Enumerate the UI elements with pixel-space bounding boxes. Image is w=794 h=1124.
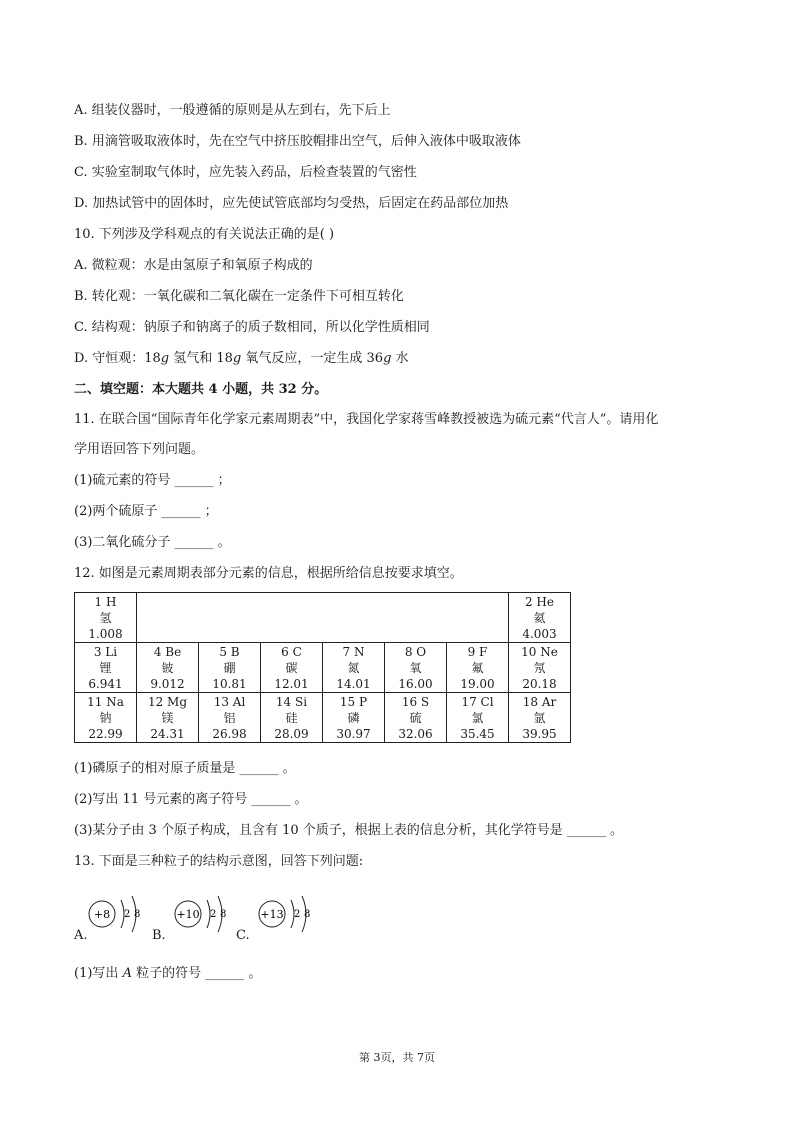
element-mass: 10.81 xyxy=(212,676,247,691)
element-number-symbol: 8 O xyxy=(404,644,427,659)
element-cell xyxy=(509,693,571,743)
nucleus-charge: +8 xyxy=(93,908,111,921)
particle-diagram-a xyxy=(74,892,154,948)
element-mass: 26.98 xyxy=(212,726,247,741)
q11-stem-line1: 11. 在联合国“国际青年化学家元素周期表”中，我国化学家蒋雪峰教授被选为硫元素“代言人”。请用化 xyxy=(74,412,659,427)
element-name: 氖 xyxy=(533,660,546,675)
element-name: 氧 xyxy=(409,660,422,675)
q10-d-prefix: D. 守恒观：18 xyxy=(74,351,161,366)
q9-option-d: D. 加热试管中的固体时，应先使试管底部均匀受热，后固定在药品部位加热 xyxy=(74,196,509,211)
element-cell xyxy=(199,693,261,743)
element-cell xyxy=(75,693,137,743)
element-name: 氯 xyxy=(471,710,484,725)
element-name: 氟 xyxy=(471,660,484,675)
q12-part-3: (3)某分子由 3 个原子构成，且含有 10 个质子，根据上表的信息分析，其化学符号是 ______ 。 xyxy=(74,823,624,838)
element-name: 硼 xyxy=(223,660,236,675)
q11-part-2: (2)两个硫原子 ______ ； xyxy=(74,504,218,519)
element-name: 氩 xyxy=(533,710,546,725)
element-cell xyxy=(323,693,385,743)
particle-label: A. xyxy=(74,928,88,943)
element-cell xyxy=(385,693,447,743)
element-name: 铍 xyxy=(161,660,174,675)
element-number-symbol: 1 H xyxy=(94,594,117,609)
element-name: 氢 xyxy=(99,610,112,625)
element-mass: 12.01 xyxy=(274,676,309,691)
q10-d-unit3: g xyxy=(383,351,392,366)
element-number-symbol: 18 Ar xyxy=(522,694,557,709)
particle-label: C. xyxy=(236,928,250,943)
page-footer: 第 3页，共 7页 xyxy=(359,1051,435,1064)
q13-part-1 xyxy=(74,965,261,983)
element-name: 氮 xyxy=(347,660,360,675)
element-number-symbol: 10 Ne xyxy=(521,644,558,659)
section-heading: 二、填空题：本大题共 4 小题，共 32 分。 xyxy=(74,382,328,397)
element-name: 氦 xyxy=(533,610,546,625)
element-cell xyxy=(261,693,323,743)
periodic-table-row-1 xyxy=(75,593,571,643)
element-mass: 14.01 xyxy=(336,676,371,691)
element-number-symbol: 4 Be xyxy=(153,644,182,659)
element-cell-he xyxy=(509,593,571,643)
element-mass: 1.008 xyxy=(88,626,123,641)
q11-part-1: (1)硫元素的符号 ______ ； xyxy=(74,473,231,488)
element-mass: 32.06 xyxy=(398,726,433,741)
q10-option-d xyxy=(74,350,409,368)
q11-stem-line2: 学用语回答下列问题。 xyxy=(74,442,205,457)
element-mass: 6.941 xyxy=(88,676,123,691)
element-mass: 22.99 xyxy=(88,726,123,741)
element-number-symbol: 15 P xyxy=(339,694,368,709)
element-mass: 16.00 xyxy=(398,676,433,691)
q10-d-mid2: 氧气反应，一定生成 36 xyxy=(241,351,384,366)
periodic-table xyxy=(74,592,571,743)
q13-part-1-var: A xyxy=(122,966,132,981)
element-mass: 4.003 xyxy=(522,626,557,641)
element-mass: 20.18 xyxy=(522,676,557,691)
element-name: 铝 xyxy=(223,710,236,725)
q10-d-unit1: g xyxy=(160,351,170,366)
element-name: 硫 xyxy=(409,710,422,725)
element-name: 锂 xyxy=(99,660,112,675)
particle-label: B. xyxy=(152,928,166,943)
q12-stem: 12. 如图是元素周期表部分元素的信息，根据所给信息按要求填空。 xyxy=(74,566,463,581)
shell-1-electrons: 2 xyxy=(294,909,301,920)
element-number-symbol: 5 B xyxy=(219,644,240,659)
shell-2-electrons: 8 xyxy=(304,909,311,920)
element-cell xyxy=(509,643,571,693)
element-cell xyxy=(447,693,509,743)
shell-2-electrons: 8 xyxy=(220,909,227,920)
element-number-symbol: 14 Si xyxy=(275,694,308,709)
element-cell xyxy=(75,643,137,693)
element-number-symbol: 3 Li xyxy=(93,644,118,659)
element-mass: 30.97 xyxy=(336,726,371,741)
nucleus-charge: +10 xyxy=(176,908,200,921)
empty-cell xyxy=(137,593,199,643)
q10-d-unit2: g xyxy=(232,351,242,366)
element-name: 钠 xyxy=(99,710,112,725)
element-number-symbol: 2 He xyxy=(524,594,554,609)
empty-cell xyxy=(385,593,447,643)
element-mass: 9.012 xyxy=(150,676,185,691)
element-cell-h xyxy=(75,593,137,643)
element-cell xyxy=(323,643,385,693)
shell-1-electrons: 2 xyxy=(124,909,131,920)
periodic-table-row-2 xyxy=(75,643,571,693)
q10-option-a: A. 微粒观：水是由氢原子和氧原子构成的 xyxy=(74,258,313,273)
q9-option-a: A. 组装仪器时，一般遵循的原则是从左到右，先下后上 xyxy=(74,103,391,118)
q10-stem: 10. 下列涉及学科观点的有关说法正确的是( ) xyxy=(74,227,335,242)
nucleus-charge: +13 xyxy=(260,908,284,921)
particle-diagram-c xyxy=(236,892,316,948)
q10-d-mid1: 氢气和 18 xyxy=(169,351,233,366)
q12-part-1: (1)磷原子的相对原子质量是 ______ 。 xyxy=(74,761,296,776)
shell-2-electrons: 8 xyxy=(134,909,141,920)
element-mass: 39.95 xyxy=(522,726,557,741)
element-number-symbol: 6 C xyxy=(281,644,302,659)
element-name: 镁 xyxy=(161,710,174,725)
q9-option-c: C. 实验室制取气体时，应先装入药品，后检查装置的气密性 xyxy=(74,165,417,180)
q13-part-1-prefix: (1)写出 xyxy=(74,966,123,981)
element-name: 硅 xyxy=(285,710,298,725)
element-cell xyxy=(199,643,261,693)
periodic-table-row-3 xyxy=(75,693,571,743)
q10-d-suffix: 水 xyxy=(391,351,409,366)
q10-option-b: B. 转化观：一氧化碳和二氧化碳在一定条件下可相互转化 xyxy=(74,289,404,304)
empty-cell xyxy=(447,593,509,643)
shell-1-electrons: 2 xyxy=(210,909,217,920)
q11-part-3: (3)二氧化硫分子 ______ 。 xyxy=(74,535,231,550)
element-cell xyxy=(385,643,447,693)
element-number-symbol: 17 Cl xyxy=(461,694,494,709)
empty-cell xyxy=(323,593,385,643)
empty-cell xyxy=(261,593,323,643)
element-number-symbol: 12 Mg xyxy=(147,694,188,709)
element-number-symbol: 13 Al xyxy=(213,694,246,709)
element-mass: 24.31 xyxy=(150,726,185,741)
element-cell xyxy=(447,643,509,693)
element-cell xyxy=(137,643,199,693)
element-mass: 19.00 xyxy=(460,676,495,691)
particle-diagram-b xyxy=(152,892,232,948)
q13-part-1-suffix: 粒子的符号 ______ 。 xyxy=(131,966,262,981)
element-number-symbol: 7 N xyxy=(342,644,365,659)
element-cell xyxy=(261,643,323,693)
q9-option-b: B. 用滴管吸取液体时，先在空气中挤压胶帽排出空气，后伸入液体中吸取液体 xyxy=(74,134,521,149)
element-cell xyxy=(137,693,199,743)
element-mass: 28.09 xyxy=(274,726,309,741)
q13-stem: 13. 下面是三种粒子的结构示意图，回答下列问题: xyxy=(74,854,364,869)
element-number-symbol: 16 S xyxy=(401,694,430,709)
element-number-symbol: 9 F xyxy=(467,644,488,659)
element-mass: 35.45 xyxy=(460,726,495,741)
q12-part-2: (2)写出 11 号元素的离子符号 ______ 。 xyxy=(74,792,308,807)
element-name: 磷 xyxy=(347,710,360,725)
element-name: 碳 xyxy=(285,660,298,675)
element-number-symbol: 11 Na xyxy=(87,694,124,709)
q10-option-c: C. 结构观：钠原子和钠离子的质子数相同，所以化学性质相同 xyxy=(74,320,430,335)
empty-cell xyxy=(199,593,261,643)
